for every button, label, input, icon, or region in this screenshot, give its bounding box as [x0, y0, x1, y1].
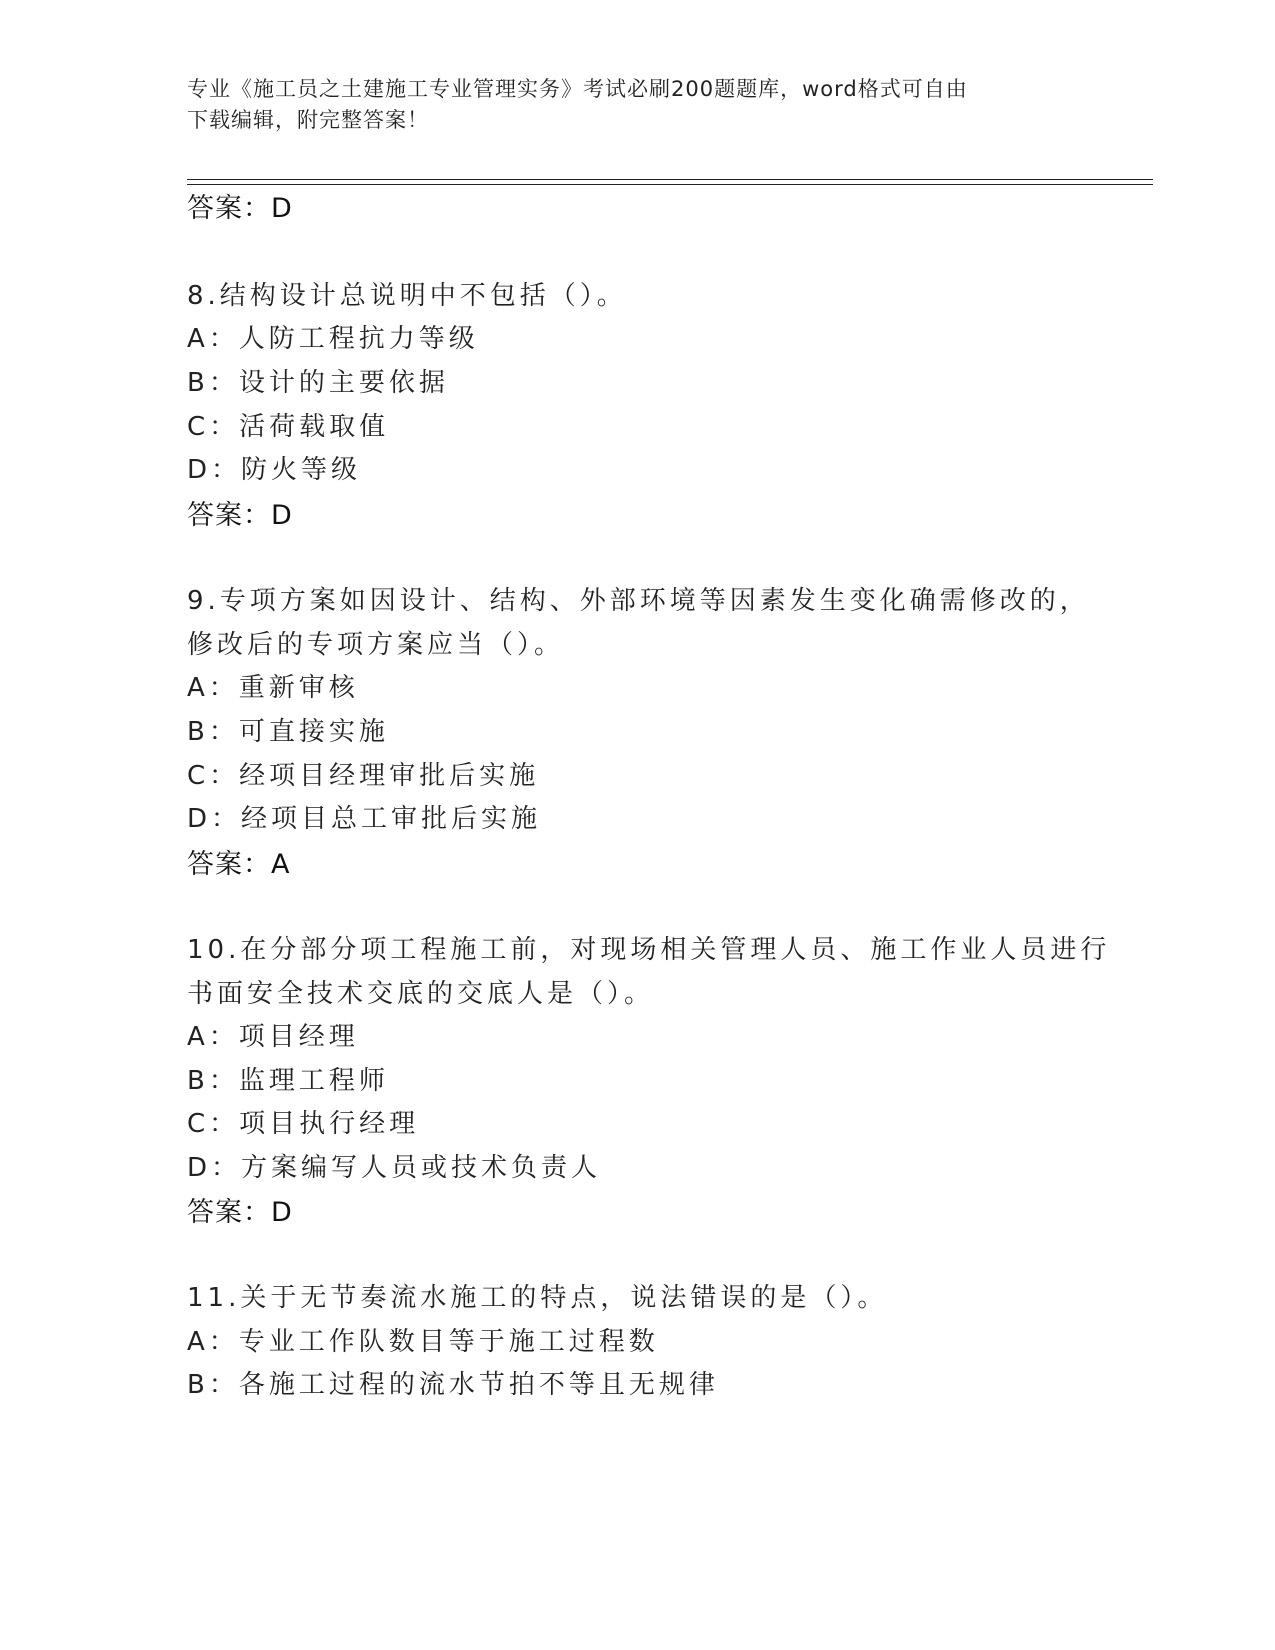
- answer-value: D: [271, 193, 293, 224]
- answer-label: 答案：: [187, 1197, 271, 1228]
- header-divider-top: [187, 179, 1153, 180]
- document-header: [187, 74, 1077, 136]
- question-9-stem-line-2: 修改后的专项方案应当（）。: [187, 630, 565, 660]
- answer-8: [187, 493, 293, 532]
- answer-9: [187, 842, 290, 881]
- header-divider-bottom: [187, 184, 1153, 185]
- answer-value: D: [271, 500, 293, 531]
- question-8-stem: 8.结构设计总说明中不包括（）。: [187, 281, 627, 311]
- question-8-option-b: B：设计的主要依据: [187, 368, 449, 398]
- question-11-stem: 11.关于无节奏流水施工的特点，说法错误的是（）。: [187, 1283, 888, 1313]
- answer-10: [187, 1190, 293, 1229]
- question-10-option-b: B：监理工程师: [187, 1066, 389, 1096]
- question-11-option-b: B：各施工过程的流水节拍不等且无规律: [187, 1370, 719, 1400]
- question-10-option-a: A：项目经理: [187, 1022, 359, 1052]
- question-9-stem-line-1: 9.专项方案如因设计、结构、外部环境等因素发生变化确需修改的，: [187, 586, 1090, 616]
- question-9-option-b: B：可直接实施: [187, 717, 389, 747]
- question-10-stem-line-1: 10.在分部分项工程施工前，对现场相关管理人员、施工作业人员进行: [187, 935, 1111, 965]
- question-10-option-c: C：项目执行经理: [187, 1109, 420, 1139]
- answer-value: D: [271, 1197, 293, 1228]
- question-9-option-a: A：重新审核: [187, 673, 359, 703]
- question-8-option-a: A：人防工程抗力等级: [187, 324, 479, 354]
- header-line-1: 专业《施工员之土建施工专业管理实务》考试必刷200题题库，word格式可自由: [187, 77, 968, 101]
- question-9-option-d: D：经项目总工审批后实施: [187, 804, 542, 834]
- question-8-option-d: D：防火等级: [187, 455, 362, 485]
- answer-label: 答案：: [187, 500, 271, 531]
- answer-7: [187, 186, 293, 225]
- header-line-2: 下载编辑，附完整答案！: [187, 108, 429, 132]
- question-9-option-c: C：经项目经理审批后实施: [187, 761, 540, 791]
- answer-value: A: [271, 849, 291, 880]
- question-10-option-d: D：方案编写人员或技术负责人: [187, 1153, 602, 1183]
- question-10-stem-line-2: 书面安全技术交底的交底人是（）。: [187, 979, 655, 1009]
- answer-label: 答案：: [187, 849, 271, 880]
- question-11-option-a: A：专业工作队数目等于施工过程数: [187, 1327, 659, 1357]
- answer-label: 答案：: [187, 193, 271, 224]
- question-8-option-c: C：活荷载取值: [187, 412, 390, 442]
